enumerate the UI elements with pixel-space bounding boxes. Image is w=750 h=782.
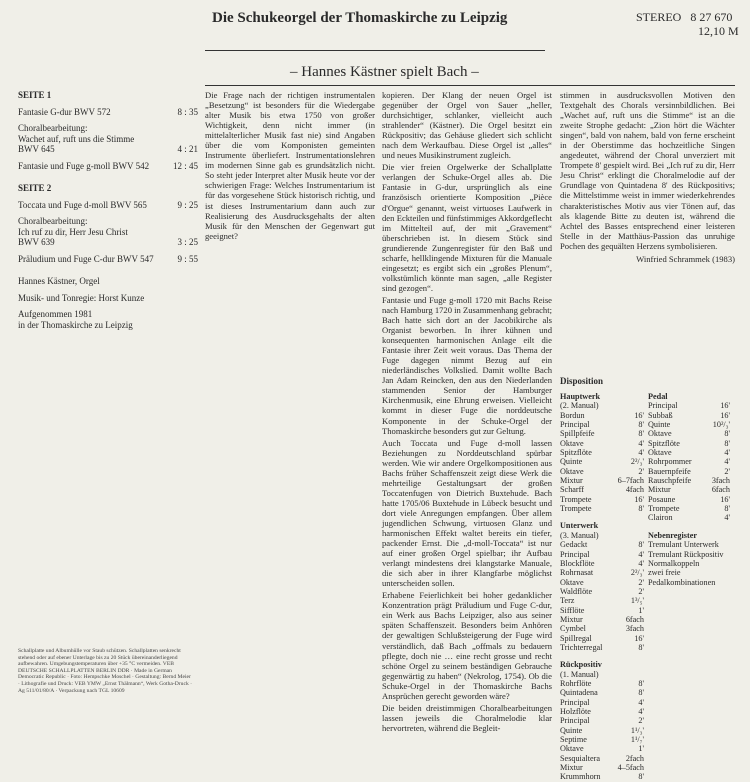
organ-stop <box>560 707 644 716</box>
stop-pitch: 1³/₅' <box>630 596 644 606</box>
organ-stop <box>560 587 644 596</box>
stop-name: Spillregal <box>560 633 592 643</box>
stop-pitch: 4' <box>638 558 644 568</box>
stop-pitch: 8' <box>724 438 730 448</box>
stop-name: Oktave <box>560 744 584 754</box>
stop-pitch: 1¹/₃' <box>630 725 644 735</box>
auxiliary-item: zwei freie Pedalkombinationen <box>648 568 716 587</box>
disposition-title: Disposition <box>560 376 604 386</box>
organ-stop <box>560 634 644 643</box>
rueckpositiv-stops <box>560 679 644 782</box>
stop-name: Trompete <box>560 504 592 514</box>
stop-name: Rauschpfeife <box>648 476 692 486</box>
track-time: 4 : 21 <box>177 144 198 154</box>
essay-paragraph: stimmen in ausdrucksvollen Motiven den Textgehalt des Chorals versinnbildlichen. Bei „Wachet auf, ruft uns die Stimme“ ist an die zweite Strophe gedacht: „Zion hört die Wächter singen“, bald von nahem, bald von ferne erscheint in der Oberstimme das hochzeitliche Singen angedeutet, während der Choral unverziert mit Trompete 8' gespielt wird. Bei „Ich ruf zu dir, Herr Jesu Christ“ erklingt die Choralmelodie auf der Grundlage von Quintadena 8' des Rückpositivs; die Mittelstimme weist in immer wiederkehrendes charakteristisches Motiv aus vier Tönen auf, das als klagende Bitte zu deuten ist, während die Achtel des Basses entsprechend einer leisteren Stelle in der Matthäus-Passion das unruhige Pochen des gequälten Herzens symbolisieren. <box>560 90 735 251</box>
hauptwerk-sub: (2. Manual) <box>560 401 599 411</box>
stop-name: Mixtur <box>560 763 583 773</box>
track-line: BWV 639 <box>18 237 55 247</box>
organ-stop <box>560 716 644 725</box>
stop-name: Bauernpfeife <box>648 466 691 476</box>
essay-paragraph: Erhabene Feierlichkeit bei hoher gedanklicher Konzentration prägt Präludium und Fuge C-dur, ein Werk aus Bachs Leipziger, also aus seiner späten Schaffenszeit. Besonders beim Anhören der gewaltigen Schlußsteigerung der Fuge wird verständlich, daß Bach „offmals zu bedauern pflegte, doch nie … eine recht grosse und recht schöne Orgel zu seinem beständigen Gebrauche gegenwärtig zu haben“ (Nekrolog, 1754). Ob die Schuke-Orgel in der Thomaskirche Bachs Ansprüchen gerecht geworden wäre? <box>382 590 552 701</box>
track-item <box>18 107 198 118</box>
stop-pitch: 2' <box>724 466 730 476</box>
auxiliary-item: Tremulant Unterwerk <box>648 540 719 550</box>
stop-name: Quinte <box>560 457 583 467</box>
stop-pitch: 3fach <box>711 476 730 486</box>
album-title: Die Schukeorgel der Thomaskirche zu Leipzig <box>212 10 508 26</box>
stereo-label: STEREO <box>636 10 682 24</box>
stop-name: Sifflöte <box>560 605 585 615</box>
stop-pitch: 8' <box>638 420 644 430</box>
catalog-number: 8 27 670 <box>690 10 733 24</box>
stop-pitch: 4' <box>638 438 644 448</box>
stop-pitch: 6fach <box>625 614 644 624</box>
stop-pitch: 2²/₃' <box>630 457 644 467</box>
stop-name: Trichterregal <box>560 642 603 652</box>
stop-pitch: 4' <box>638 697 644 707</box>
organ-stop <box>648 429 730 438</box>
stop-pitch: 2²/₃' <box>630 568 644 578</box>
track-line: Präludium und Fuge C-dur BWV 547 <box>18 253 154 264</box>
unterwerk-sub: (3. Manual) <box>560 530 599 540</box>
unterwerk-stops <box>560 540 644 652</box>
organ-stop <box>560 550 644 559</box>
essay-column-2 <box>382 90 552 735</box>
organ-stop <box>560 744 644 753</box>
track-item <box>18 123 198 155</box>
track-item <box>18 200 198 211</box>
track-time: 9 : 25 <box>177 199 198 210</box>
rueckpositiv-heading: Rückpositiv <box>560 660 602 670</box>
stop-name: Trompete <box>560 494 592 504</box>
stop-name: Waldflöte <box>560 586 593 596</box>
stop-name: Trompete <box>648 504 680 514</box>
organ-stop <box>648 495 730 504</box>
stop-pitch: 4' <box>638 707 644 716</box>
track-line: Choralbearbeitung: <box>18 216 88 226</box>
stop-pitch: 4fach <box>625 485 644 495</box>
album-subtitle: – Hannes Kästner spielt Bach – <box>290 64 479 80</box>
price: 12,10 M <box>698 24 739 38</box>
hauptwerk-heading: Hauptwerk <box>560 392 601 401</box>
organ-stop <box>560 411 644 420</box>
stop-name: Oktave <box>648 448 672 458</box>
stop-pitch: 8' <box>638 642 644 652</box>
organ-stop <box>648 439 730 448</box>
essay-paragraph: Die Frage nach der richtigen instrumentalen „Besetzung“ ist besonders für die Wiedergabe alter Musik bis etwa 1750 von großer Wichtigkeit, denn nicht immer (in mittelalterlicher Musik fast nie) sind Angaben über die vom Komponisten gemeinten Instrumente überliefert. Instrumentationslehren im modernen Sinne gab es grundsätzlich nicht. So steht jeder Interpret alter Musik heute vor der schwierigen Frage: Welches Instrumentarium ist für das vorgesehene Stück historisch richtig, und ist dieses Instrumentarium dann auch zur Realisierung des Ausdrucksgehalts der alten Musik für den Menschen der Gegenwart gut geeignet? <box>205 90 375 241</box>
essay-column-3 <box>560 90 735 264</box>
track-time: 3 : 25 <box>177 237 198 247</box>
organ-stop <box>560 448 644 457</box>
organ-stop <box>560 624 644 633</box>
essay-column-1 <box>205 90 375 243</box>
essay-paragraph: Die vier freien Orgelwerke der Schallplatte verlangen der Schuke-Orgel alles ab. Die Fantasie in G-dur, ursprünglich als eine französisch orientierte Komposition „Pièce d'Orgue“ genannt, weist virtuoses Laufwerk in den Eckteilen und fünfstimmiges Akkordgeflecht im Mittelteil auf, der mit „Gravement“ überschrieben ist. In diesem Stück sind grundierende Zungenregister für den Baß und scharfe, hellklingende Mixturen für die Manuale eingesetzt; es ergibt sich ein „großes Plenum“, volkstümlich könnte man sagen, „alle Register sind gezogen“. <box>382 162 552 293</box>
stop-pitch: 8' <box>638 504 644 514</box>
stop-name: Rohrpommer <box>648 457 692 467</box>
track-line: Fantasie G-dur BWV 572 <box>18 106 111 117</box>
stop-name: Bordun <box>560 410 585 420</box>
organ-stop <box>560 688 644 697</box>
stop-name: Principal <box>648 401 678 411</box>
stop-pitch: 2fach <box>625 753 644 763</box>
organ-stop <box>648 448 730 457</box>
header-rule-bottom <box>205 85 735 86</box>
stop-name: Oktave <box>560 577 584 587</box>
organ-stop <box>560 698 644 707</box>
stop-name: Principal <box>560 549 590 559</box>
track-line: Fantasie und Fuge g-moll BWV 542 <box>18 160 150 171</box>
stop-name: Quinte <box>648 420 671 430</box>
track-line: Toccata und Fuge d-moll BWV 565 <box>18 199 147 210</box>
track-listing <box>18 90 198 330</box>
stop-name: Krummhorn <box>560 772 601 782</box>
recording-info <box>18 309 198 330</box>
stop-name: Oktave <box>648 429 672 439</box>
stop-name: Scharff <box>560 485 584 495</box>
organ-stop <box>560 467 644 476</box>
stop-pitch: 1' <box>638 605 644 615</box>
stop-name: Subbaß <box>648 410 673 420</box>
stop-pitch: 4' <box>724 457 730 467</box>
organ-stop <box>560 559 644 568</box>
sound-direction: Musik- und Tonregie: Horst Kunze <box>18 292 145 303</box>
stop-pitch: 4' <box>724 513 730 523</box>
stop-pitch: 8' <box>724 429 730 439</box>
stop-pitch: 2' <box>638 577 644 587</box>
track-line: Wachet auf, ruft uns die Stimme <box>18 133 135 144</box>
essay-signature: Winfried Schrammek (1983) <box>636 253 735 264</box>
stop-pitch: 1' <box>638 744 644 754</box>
organ-stop <box>648 401 730 410</box>
stop-pitch: 8' <box>724 504 730 514</box>
stop-name: Oktave <box>560 438 584 448</box>
organ-stop <box>648 476 730 485</box>
essay-paragraph: kopieren. Der Klang der neuen Orgel ist gegenüber der Orgel von Sauer „heller, durchsichtiger, schlanker, vielleicht auch strahlender“ (Kästner). Die Orgel besitzt ein Rückpositiv; das Gehäuse gliedert sich schlicht nach dem Werkaufbau. Diese Orgel ist „alles“ und neues Musikinstrument zugleich. <box>382 90 552 161</box>
organ-stop <box>560 485 644 494</box>
stop-pitch: 8' <box>638 772 644 782</box>
stop-name: Rohrnasat <box>560 568 594 578</box>
stop-name: Cymbel <box>560 624 586 634</box>
stop-pitch: 2' <box>638 586 644 596</box>
organ-stop <box>560 615 644 624</box>
stop-name: Quintadena <box>560 688 598 698</box>
organ-stop <box>560 606 644 615</box>
stop-name: Spitzflöte <box>648 438 680 448</box>
stop-pitch: 16' <box>634 410 644 420</box>
stop-pitch: 8' <box>638 688 644 698</box>
organ-stop <box>648 457 730 466</box>
stop-name: Holzflöte <box>560 707 591 716</box>
stop-name: Principal <box>560 697 590 707</box>
organ-stop <box>560 735 644 744</box>
organ-stop <box>560 763 644 772</box>
stop-name: Quinte <box>560 725 583 735</box>
track-item <box>18 216 198 248</box>
organ-stop <box>560 504 644 513</box>
track-line: BWV 645 <box>18 144 55 154</box>
stop-pitch: 8' <box>638 540 644 550</box>
organ-stop <box>560 679 644 688</box>
track-line: Ich ruf zu dir, Herr Jesu Christ <box>18 226 128 237</box>
side2-heading: SEITE 2 <box>18 183 52 193</box>
organ-stop <box>560 772 644 781</box>
stop-name: Sesquialtera <box>560 753 601 763</box>
organ-stop <box>560 540 644 549</box>
stop-pitch: 16' <box>634 633 644 643</box>
stop-pitch: 2' <box>638 716 644 726</box>
stop-pitch: 16' <box>634 494 644 504</box>
stop-name: Blockflöte <box>560 558 595 568</box>
stop-name: Rohrflöte <box>560 678 592 688</box>
track-item <box>18 254 198 265</box>
stop-pitch: 4' <box>638 549 644 559</box>
stop-pitch: 16' <box>720 494 730 504</box>
stop-pitch: 16' <box>720 410 730 420</box>
header-rule-top <box>205 50 545 51</box>
stop-name: Posaune <box>648 494 676 504</box>
organ-stop <box>560 568 644 577</box>
organ-stop <box>560 429 644 438</box>
stop-name: Spitzflöte <box>560 448 592 458</box>
pedal-heading: Pedal <box>648 392 668 401</box>
catalog-block <box>636 10 739 38</box>
organ-stop <box>560 643 644 652</box>
stop-name: Clairon <box>648 513 673 523</box>
recording-line: in der Thomaskirche zu Leipzig <box>18 319 133 330</box>
stop-pitch: 4' <box>724 448 730 458</box>
organ-stop <box>560 754 644 763</box>
stop-pitch: 8' <box>638 678 644 688</box>
stop-pitch: 6–7fach <box>617 476 644 486</box>
essay-paragraph: Auch Toccata und Fuge d-moll lassen Beziehungen zu Norddeutschland spürbar werden. Wie wir andere Orgelkompositionen aus Bachs früher Schaffenszeit zeigt diese Werk die mehrteilige Gestaltungsart der großen Toccatenfugen von Dietrich Buxtehude. Bach hatte 1705/06 Buxtehude in Lübeck besucht und dort viele Anregungen empfangen. Über allem jugendlichen Schwung, virtuosen Glanz und harmonischen Effekt waltet bereits ein tiefer, packender Ernst. Die „d-moll-Toccata“ ist nur auf einer großen Orgel spielbar; ihr Aufbau verlangt mindestens drei klangstarke Manuale, die sich aber in ihrer Klangfarbe möglichst unterscheiden sollen. <box>382 437 552 589</box>
performer: Hannes Kästner, Orgel <box>18 276 100 286</box>
track-time: 12 : 45 <box>172 160 198 171</box>
track-time: 8 : 35 <box>177 106 198 117</box>
organ-stop <box>648 485 730 494</box>
organ-stop <box>648 411 730 420</box>
neben-items <box>648 540 730 587</box>
neben-heading: Nebenregister <box>648 530 697 540</box>
track-line: Choralbearbeitung: <box>18 123 88 133</box>
stop-name: Mixtur <box>648 485 671 495</box>
stop-pitch: 6fach <box>711 485 730 495</box>
pedal-stops <box>648 401 730 522</box>
stop-name: Mixtur <box>560 476 583 486</box>
essay-paragraph: Fantasie und Fuge g-moll 1720 mit Bachs Reise nach Hamburg 1720 in Zusammenhang gebracht; Bach hatte sich dort an der Jacobikirche als Organist beworben. In ihrer kühnen und konsequenten harmonischen Anlage eilt die Fantasie ihrer Zeit weit voraus. Das Thema der Fuge dagegen nimmt Bezug auf ein niederländisches Volkslied. Damit wollte Bach Jan Adam Reincken, den aus den Niederlanden stammenden Senior der Hamburger Kirchenmusik, eine Ehrung erweisen. Vielleicht kommt in dieser Fuge die norddeutsche Komponente in der Schuke-Orgel der Thomaskirche besonders gut zur Geltung. <box>382 294 552 436</box>
stop-name: Principal <box>560 420 590 430</box>
unterwerk-heading: Unterwerk <box>560 521 599 531</box>
disposition-left <box>560 392 644 782</box>
organ-stop <box>648 504 730 513</box>
stop-name: Mixtur <box>560 614 583 624</box>
organ-stop <box>560 578 644 587</box>
organ-stop <box>560 439 644 448</box>
stop-pitch: 4' <box>638 448 644 458</box>
essay-paragraph: Die beiden dreistimmigen Choralbearbeitungen lassen jeweils die Choralmelodie klar hervortreten, während die Begleit- <box>382 702 552 733</box>
stop-pitch: 2' <box>638 466 644 476</box>
organ-stop <box>560 457 644 466</box>
stop-name: Oktave <box>560 466 584 476</box>
stop-pitch: 16' <box>720 401 730 411</box>
organ-stop <box>560 495 644 504</box>
auxiliary-item: Tremulant Rückpositiv <box>648 549 724 559</box>
organ-stop <box>560 726 644 735</box>
disposition-right <box>648 392 730 587</box>
rueckpositiv-sub: (1. Manual) <box>560 669 599 679</box>
stop-pitch: 1¹/₇' <box>630 735 644 745</box>
hauptwerk-stops <box>560 411 644 514</box>
organ-stop <box>560 476 644 485</box>
organ-stop <box>560 596 644 605</box>
recording-line: Aufgenommen 1981 <box>18 309 93 319</box>
organ-stop <box>648 513 730 522</box>
stop-name: Spillpfeife <box>560 429 595 439</box>
track-time: 9 : 55 <box>177 253 198 264</box>
stop-pitch: 4–5fach <box>617 763 644 773</box>
small-print: Schallplatte und Albumhülle vor Staub schützen. Schallplatten senkrecht stehend oder auf ebener Unterlage bis zu 20 Stück übereinanderliegend aufbewahren. Umgebungstemperaturen über +35 °C vermeiden. VEB DEUTSCHE SCHALLPLATTEN BERLIN DDR · Made in German Democratic Republic · Foto: Hempschke Moschel · Gestaltung: Bernd Meier · Lithografie und Druck: VEB YMW „Ernst Thälmann“, Werk Gotha-Druck · Ag 511/01/80/A · Verpackung nach TGL 10609 <box>18 648 192 694</box>
stop-pitch: 3fach <box>625 624 644 634</box>
track-item <box>18 161 198 172</box>
organ-stop <box>648 467 730 476</box>
stop-name: Terz <box>560 596 575 606</box>
stop-pitch: 10²/₃' <box>712 420 730 430</box>
stop-name: Gedackt <box>560 540 588 550</box>
stop-pitch: 8' <box>638 429 644 439</box>
organ-stop <box>648 420 730 429</box>
stop-name: Septime <box>560 735 587 745</box>
organ-stop <box>560 420 644 429</box>
side1-heading: SEITE 1 <box>18 90 52 100</box>
stop-name: Principal <box>560 716 590 726</box>
auxiliary-item: Normalkoppeln <box>648 558 700 568</box>
